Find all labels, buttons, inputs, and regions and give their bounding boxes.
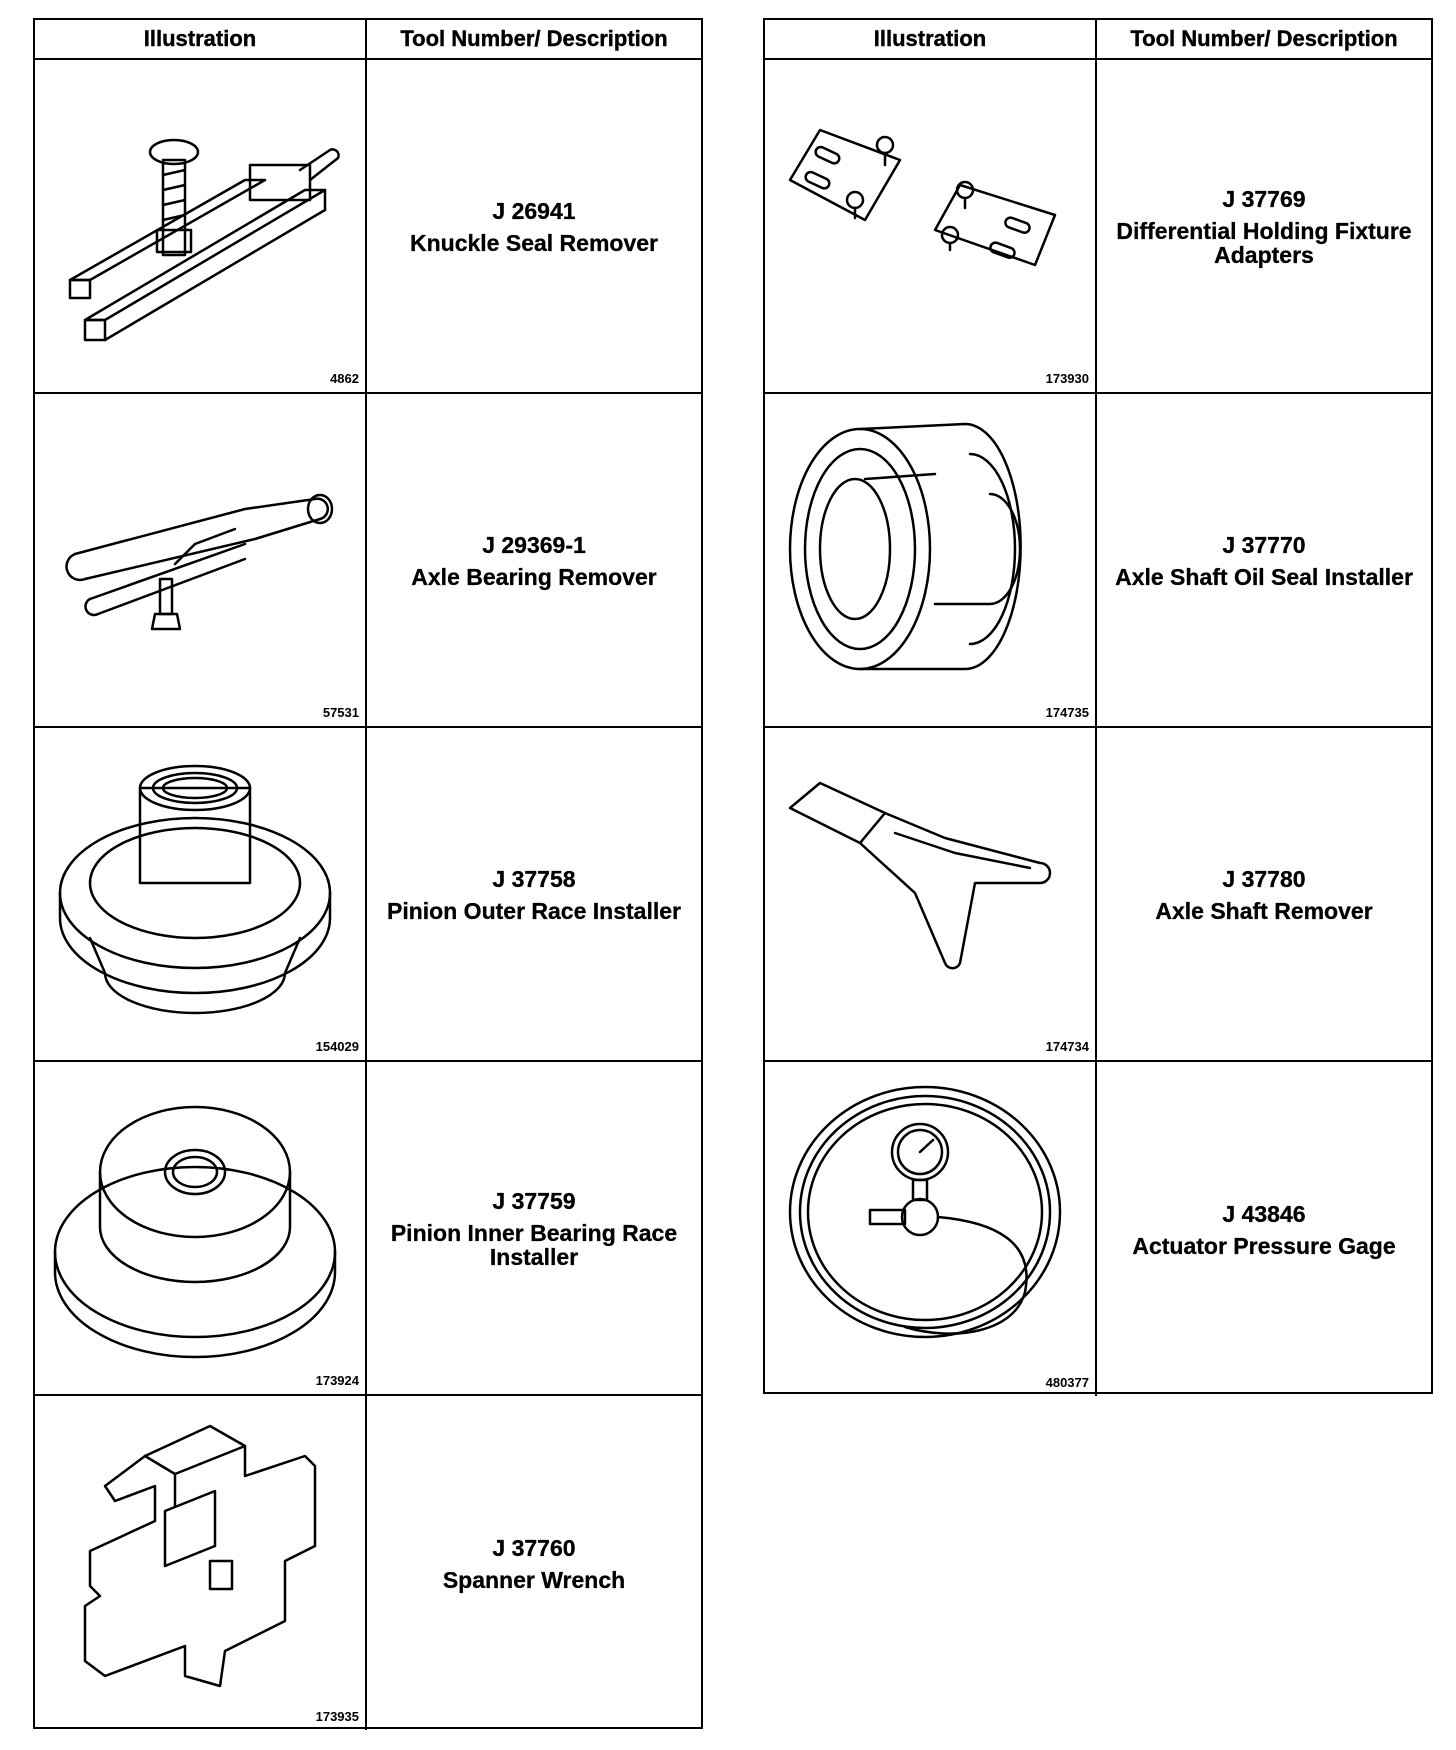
- figure-number: 173930: [1045, 371, 1089, 386]
- table-row: [765, 1062, 1431, 1396]
- header-illustration: Illustration: [765, 20, 1097, 58]
- figure-number: 174734: [1045, 1039, 1089, 1054]
- illustration-cell: [35, 394, 367, 726]
- tool-number: J 37760: [492, 1534, 576, 1561]
- tool-number: J 37770: [1222, 531, 1306, 558]
- table-row: [765, 394, 1431, 728]
- figure-number: 174735: [1045, 705, 1089, 720]
- figure-number: 173924: [315, 1373, 359, 1388]
- table-header: [35, 20, 701, 60]
- tool-description: Axle Shaft Remover: [1155, 897, 1373, 924]
- description-cell: [1097, 1062, 1431, 1396]
- tool-description: Pinion Inner Bearing Race Installer: [390, 1219, 678, 1270]
- illustration-cell: [765, 60, 1097, 392]
- table-header: [765, 20, 1431, 60]
- spanner-wrench-icon: [45, 1406, 345, 1696]
- tool-number: J 43846: [1222, 1200, 1306, 1227]
- fixture-adapters-icon: [775, 70, 1075, 360]
- pressure-gage-icon: [775, 1072, 1075, 1362]
- table-row: [765, 728, 1431, 1062]
- tool-number: J 37759: [492, 1187, 576, 1214]
- oil-seal-installer-icon: [775, 404, 1075, 694]
- tool-number: J 37758: [492, 865, 576, 892]
- illustration-cell: [765, 394, 1097, 726]
- pinion-inner-bearing-race-installer-icon: [45, 1072, 345, 1362]
- tool-description: Knuckle Seal Remover: [409, 229, 658, 256]
- description-cell: [1097, 60, 1431, 392]
- table-row: [35, 60, 701, 394]
- tool-description: Actuator Pressure Gage: [1132, 1232, 1396, 1259]
- description-cell: [367, 394, 701, 726]
- tool-number: J 26941: [492, 197, 576, 224]
- figure-number: 480377: [1045, 1375, 1089, 1390]
- illustration-cell: [35, 1396, 367, 1730]
- figure-number: 154029: [315, 1039, 359, 1054]
- axle-bearing-remover-icon: [45, 404, 345, 694]
- table-row: [35, 394, 701, 728]
- tool-number: J 37780: [1222, 865, 1306, 892]
- description-cell: [367, 1396, 701, 1730]
- illustration-cell: [35, 728, 367, 1060]
- tool-table-right: [763, 18, 1433, 1394]
- pinion-outer-race-installer-icon: [45, 738, 345, 1028]
- tool-description: Spanner Wrench: [442, 1566, 626, 1593]
- description-cell: [1097, 394, 1431, 726]
- tool-description: Axle Shaft Oil Seal Installer: [1115, 563, 1413, 590]
- tool-description: Axle Bearing Remover: [411, 563, 657, 590]
- illustration-cell: [35, 60, 367, 392]
- header-illustration: Illustration: [35, 20, 367, 58]
- figure-number: 57531: [322, 705, 359, 720]
- description-cell: [1097, 728, 1431, 1060]
- description-cell: [367, 60, 701, 392]
- tool-description: Pinion Outer Race Installer: [387, 897, 681, 924]
- description-cell: [367, 1062, 701, 1394]
- figure-number: 4862: [330, 371, 359, 386]
- illustration-cell: [765, 728, 1097, 1060]
- table-row: [35, 1062, 701, 1396]
- header-description: Tool Number/ Description: [1130, 26, 1398, 51]
- description-cell: [367, 728, 701, 1060]
- tool-number: J 29369-1: [482, 531, 586, 558]
- header-description: Tool Number/ Description: [400, 26, 668, 51]
- tool-number: J 37769: [1222, 185, 1306, 212]
- axle-shaft-remover-icon: [775, 738, 1075, 1028]
- tool-description: Differential Holding Fixture Adapters: [1116, 217, 1412, 268]
- illustration-cell: [35, 1062, 367, 1394]
- figure-number: 173935: [315, 1709, 359, 1724]
- table-row: [35, 728, 701, 1062]
- knuckle-seal-remover-icon: [45, 70, 345, 360]
- illustration-cell: [765, 1062, 1097, 1396]
- table-row: [35, 1396, 701, 1730]
- tool-table-left: [33, 18, 703, 1729]
- table-row: [765, 60, 1431, 394]
